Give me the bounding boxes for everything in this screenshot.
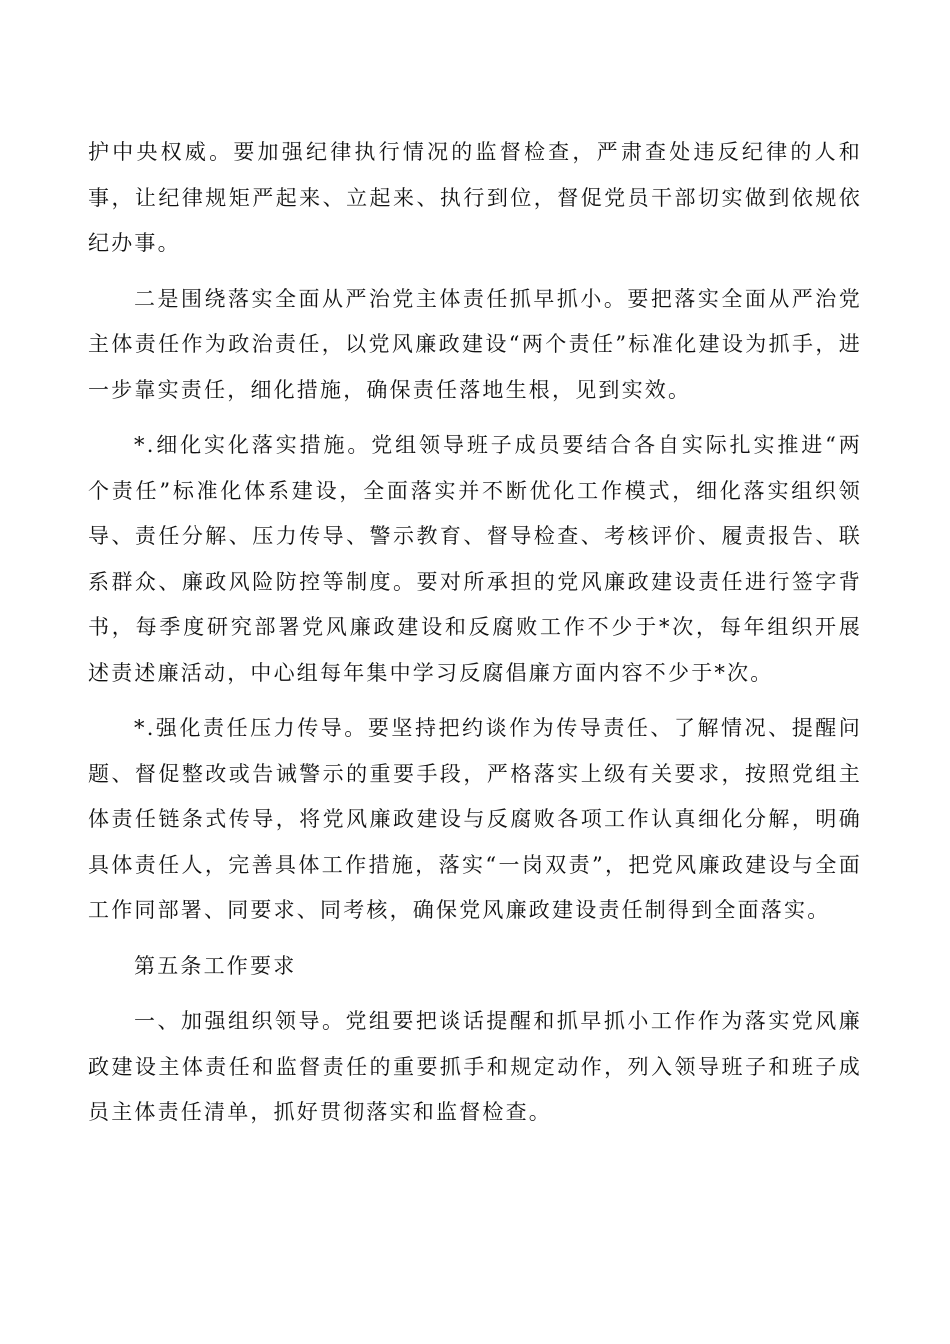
paragraph-continuation: 护中央权威。要加强纪律执行情况的监督检查，严肃查处违反纪律的人和事，让纪律规矩严起来、立起来、执行到位，督促党员干部切实做到依规依纪办事。 bbox=[88, 140, 862, 255]
paragraph-pressure-transmission: *.强化责任压力传导。要坚持把约谈作为传导责任、了解情况、提醒问题、督促整改或告诫警示的重要手段，严格落实上级有关要求，按照党组主体责任链条式传导，将党风廉政建设与反腐败各项工作认真细化分解，明确具体责任人，完善具体工作措施，落实“一岗双责”，把党风廉政建设与全面工作同部署、同要求、同考核，确保党风廉政建设责任制得到全面落实。 bbox=[88, 716, 862, 922]
section-heading-article-five: 第五条工作要求 bbox=[134, 953, 297, 978]
paragraph-organization-leadership: 一、加强组织领导。党组要把谈话提醒和抓早抓小工作作为落实党风廉政建设主体责任和监督责任的重要抓手和规定动作，列入领导班子和班子成员主体责任清单，抓好贯彻落实和监督检查。 bbox=[88, 1009, 862, 1124]
paragraph-item-two: 二是围绕落实全面从严治党主体责任抓早抓小。要把落实全面从严治党主体责任作为政治责任，以党风廉政建设“两个责任”标准化建设为抓手，进一步靠实责任，细化措施，确保责任落地生根，见到实效。 bbox=[88, 286, 862, 402]
document-body bbox=[88, 130, 862, 1146]
paragraph-refine-measures: *.细化实化落实措施。党组领导班子成员要结合各自实际扎实推进“两个责任”标准化体系建设，全面落实并不断优化工作模式，细化落实组织领导、责任分解、压力传导、警示教育、督导检查、考核评价、履责报告、联系群众、廉政风险防控等制度。要对所承担的党风廉政建设责任进行签字背书，每季度研究部署党风廉政建设和反腐败工作不少于*次，每年组织开展述责述廉活动，中心组每年集中学习反腐倡廉方面内容不少于*次。 bbox=[88, 433, 862, 685]
